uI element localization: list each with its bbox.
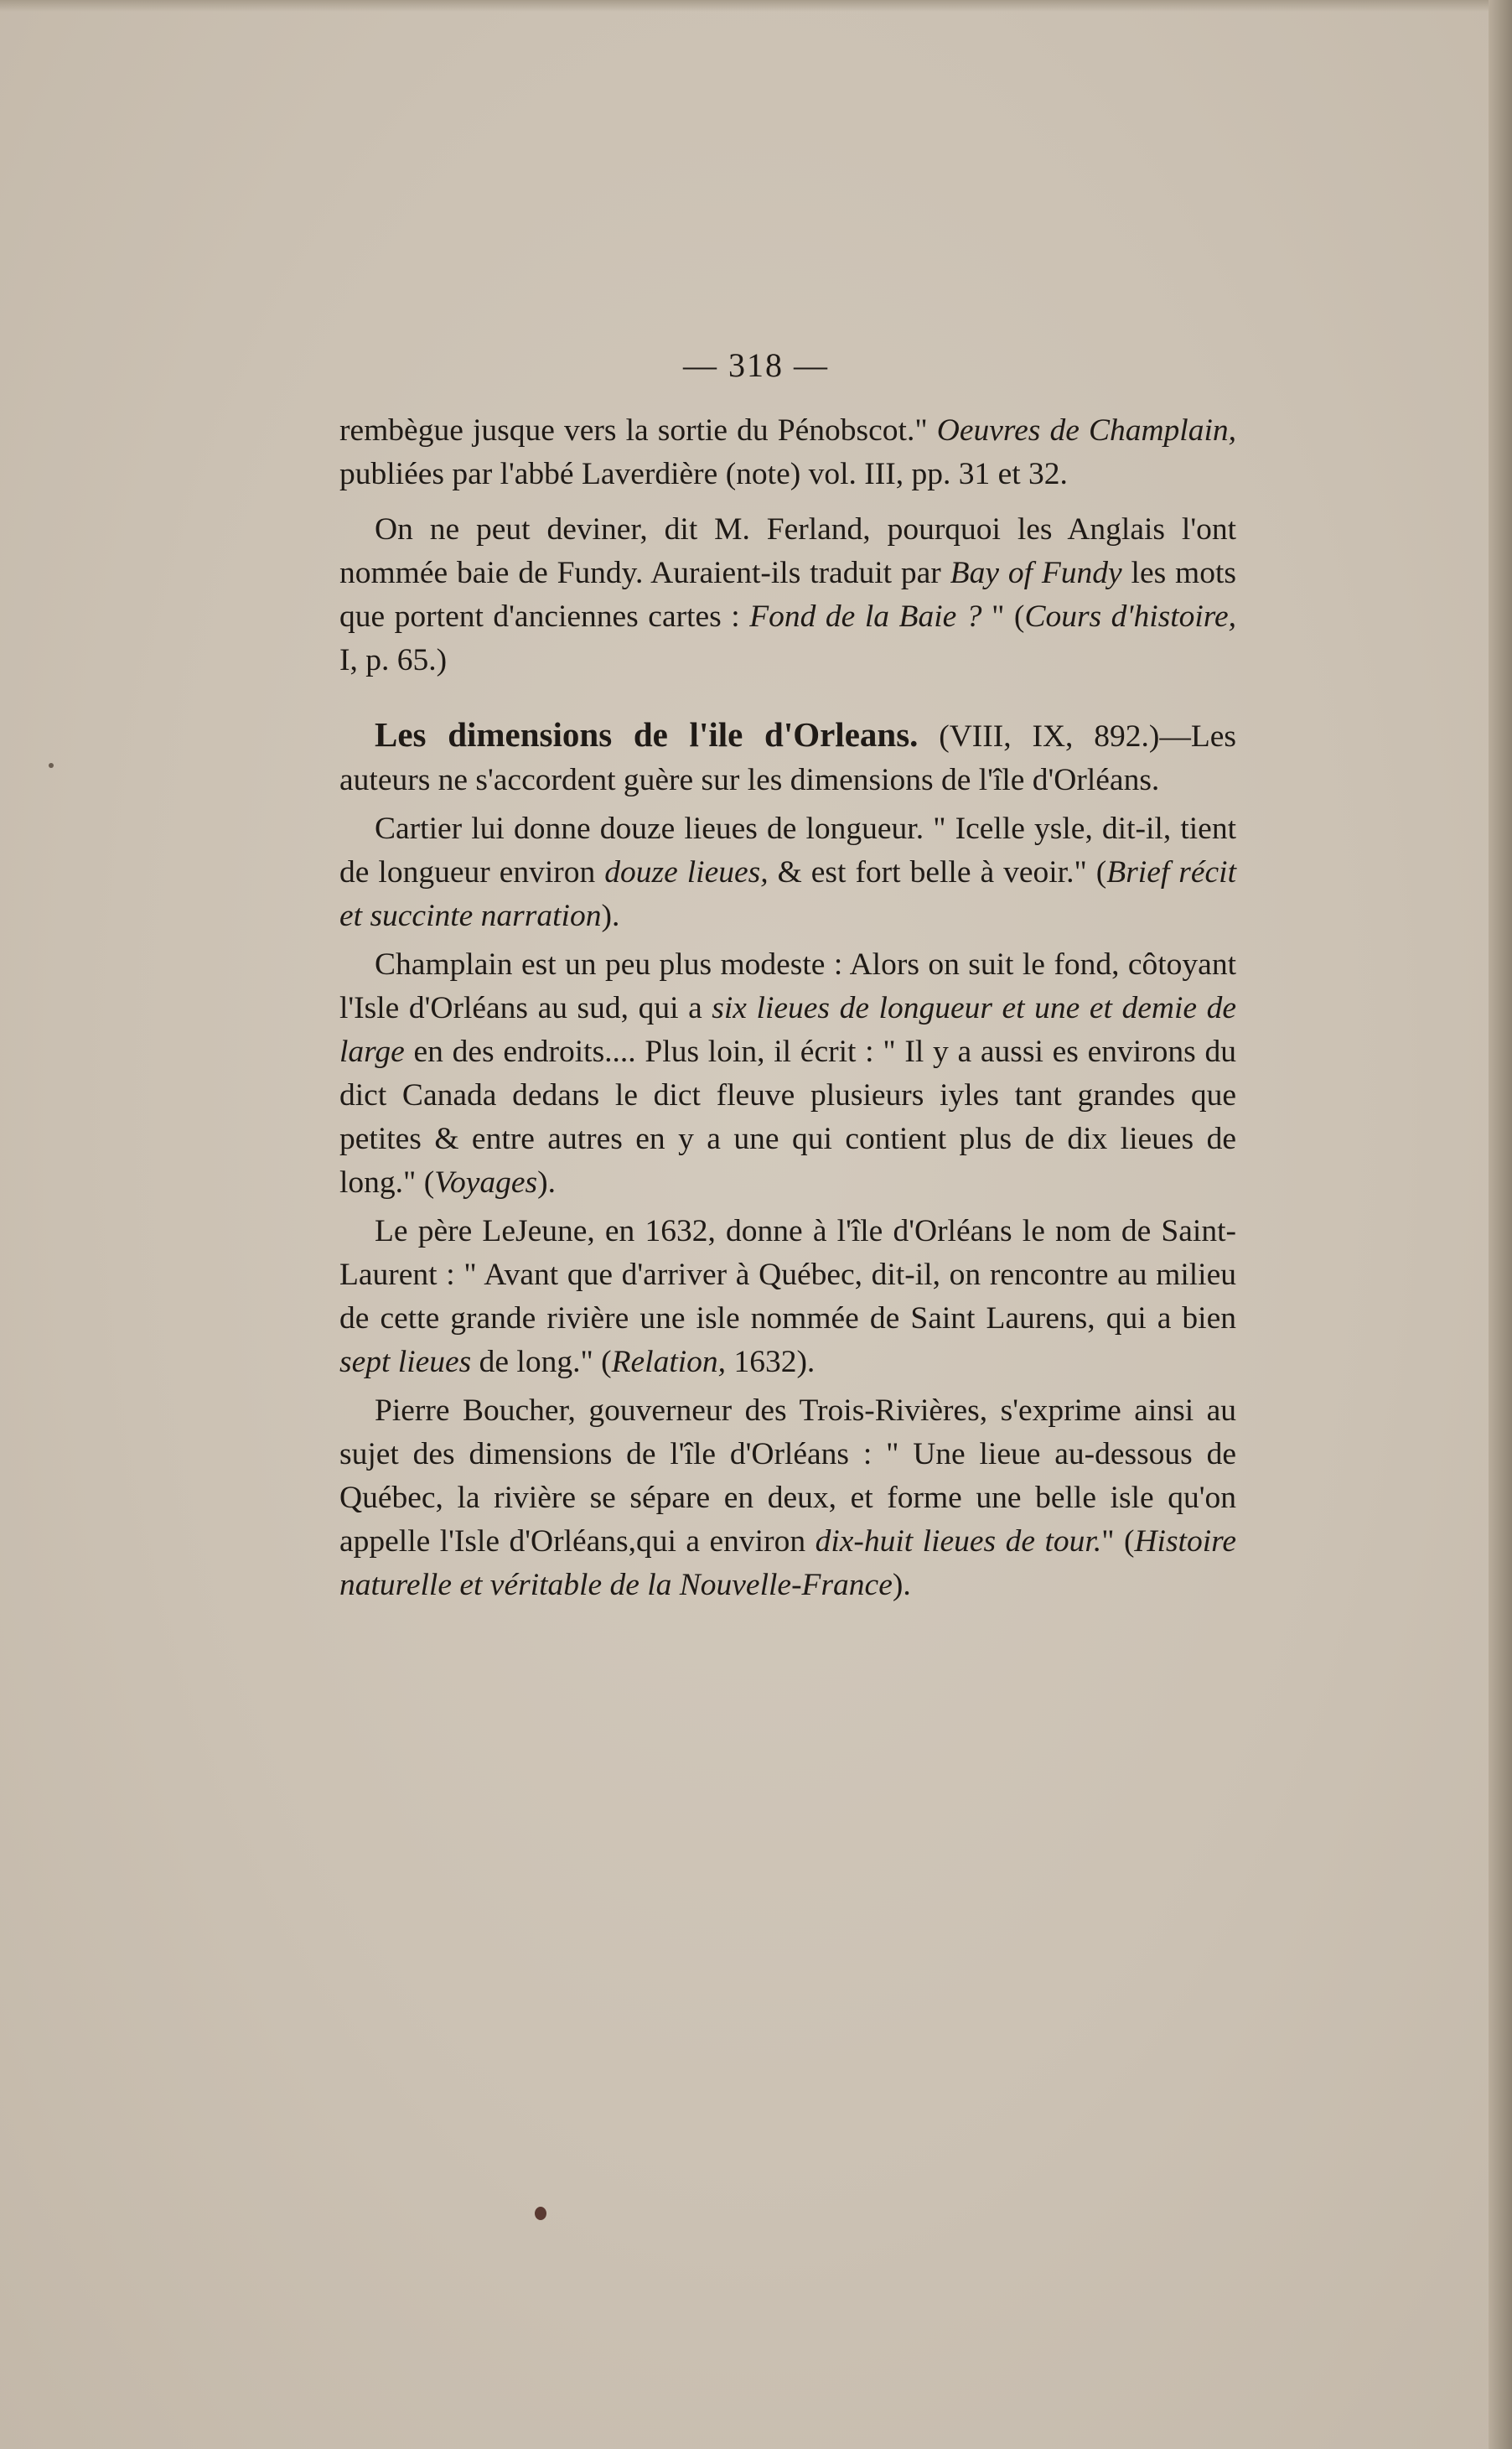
paper-speck [49, 763, 54, 768]
section-heading: Les dimensions de l'ile d'Orleans. [375, 715, 919, 754]
ink-blot [535, 2207, 546, 2220]
italic-text: Cours d'histoire, [1024, 599, 1237, 634]
text-run: I, p. 65.) [339, 643, 448, 677]
paragraph [339, 943, 1236, 1205]
paragraph [339, 409, 1236, 496]
page-number: — 318 — [683, 346, 829, 384]
italic-text: dix-huit lieues de tour. [815, 1524, 1102, 1559]
text-run: 1632). [726, 1345, 816, 1379]
italic-text: six lieues de longueur et une et demie de large [339, 991, 1236, 1069]
italic-text: Oeuvres de Champlain, [936, 413, 1237, 448]
text-run: Cartier lui donne douze lieues de longueur. " Icelle ysle, dit-il, tient de longueur environ [339, 812, 1236, 890]
italic-text: Bay of Fundy [950, 556, 1122, 590]
italic-text: Fond de la Baie ? [749, 599, 982, 634]
text-run: ). [892, 1568, 911, 1602]
text-run: " ( [1101, 1524, 1135, 1559]
italic-text: douze lieues, [604, 855, 769, 890]
text-run: rembègue jusque vers la sortie du Pénobscot." [339, 413, 937, 448]
text-run: publiées par l'abbé Laverdière (note) vol. III, pp. 31 et 32. [339, 457, 1068, 491]
paragraph [339, 508, 1236, 682]
paragraph [339, 807, 1236, 938]
text-run: ). [537, 1165, 556, 1200]
text-run: Le père LeJeune, en 1632, donne à l'île d'Orléans le nom de Saint-Laurent : " Avant que d'arriver à Québec, dit-il, on rencontre au milieu de cette grande rivière une isle nommée de Saint Laurens, qui a bien [339, 1214, 1236, 1336]
text-run: Champlain est un peu plus modeste : Alors on suit le fond, côtoyant l'Isle d'Orléans au sud, qui a [339, 947, 1236, 1025]
text-run: les mots que portent d'anciennes cartes : [339, 556, 1236, 634]
italic-text: Relation, [611, 1345, 727, 1379]
text-run: " ( [981, 599, 1025, 634]
text-run: en des endroits.... Plus loin, il écrit : " Il y a aussi es environs du dict Canada dedans le dict fleuve plusieurs iyles tant grandes que petites & entre autres en y a une qui contient plus de dix lieues de long." ( [339, 1035, 1236, 1200]
paragraph [339, 1210, 1236, 1384]
italic-text: Histoire naturelle et véritable de la Nouvelle-France [339, 1524, 1236, 1602]
page-top-shadow [0, 0, 1512, 12]
body-text [339, 409, 1236, 1607]
text-run: Pierre Boucher, gouverneur des Trois-Rivières, s'exprime ainsi au sujet des dimensions de l'île d'Orléans : " Une lieue au-dessous de Québec, la rivière se sépare en deux, et forme une belle isle qu'on appelle l'Isle d'Orléans,qui a environ [339, 1393, 1236, 1559]
text-run: ). [601, 899, 620, 933]
italic-text: sept lieues [339, 1345, 472, 1379]
paragraph [339, 1389, 1236, 1607]
italic-text: Brief récit et succinte narration [339, 855, 1236, 933]
section-heading-paragraph [339, 713, 1236, 802]
text-run: On ne peut deviner, dit M. Ferland, pourquoi les Anglais l'ont nommée baie de Fundy. Auraient-ils traduit par [339, 512, 1236, 590]
text-run: & est fort belle à veoir." ( [768, 855, 1107, 890]
text-run: de long." ( [471, 1345, 612, 1379]
italic-text: Voyages [434, 1165, 538, 1200]
text-run: (VIII, IX, 892.)—Les auteurs ne s'accordent guère sur les dimensions de l'île d'Orléans. [339, 719, 1236, 797]
